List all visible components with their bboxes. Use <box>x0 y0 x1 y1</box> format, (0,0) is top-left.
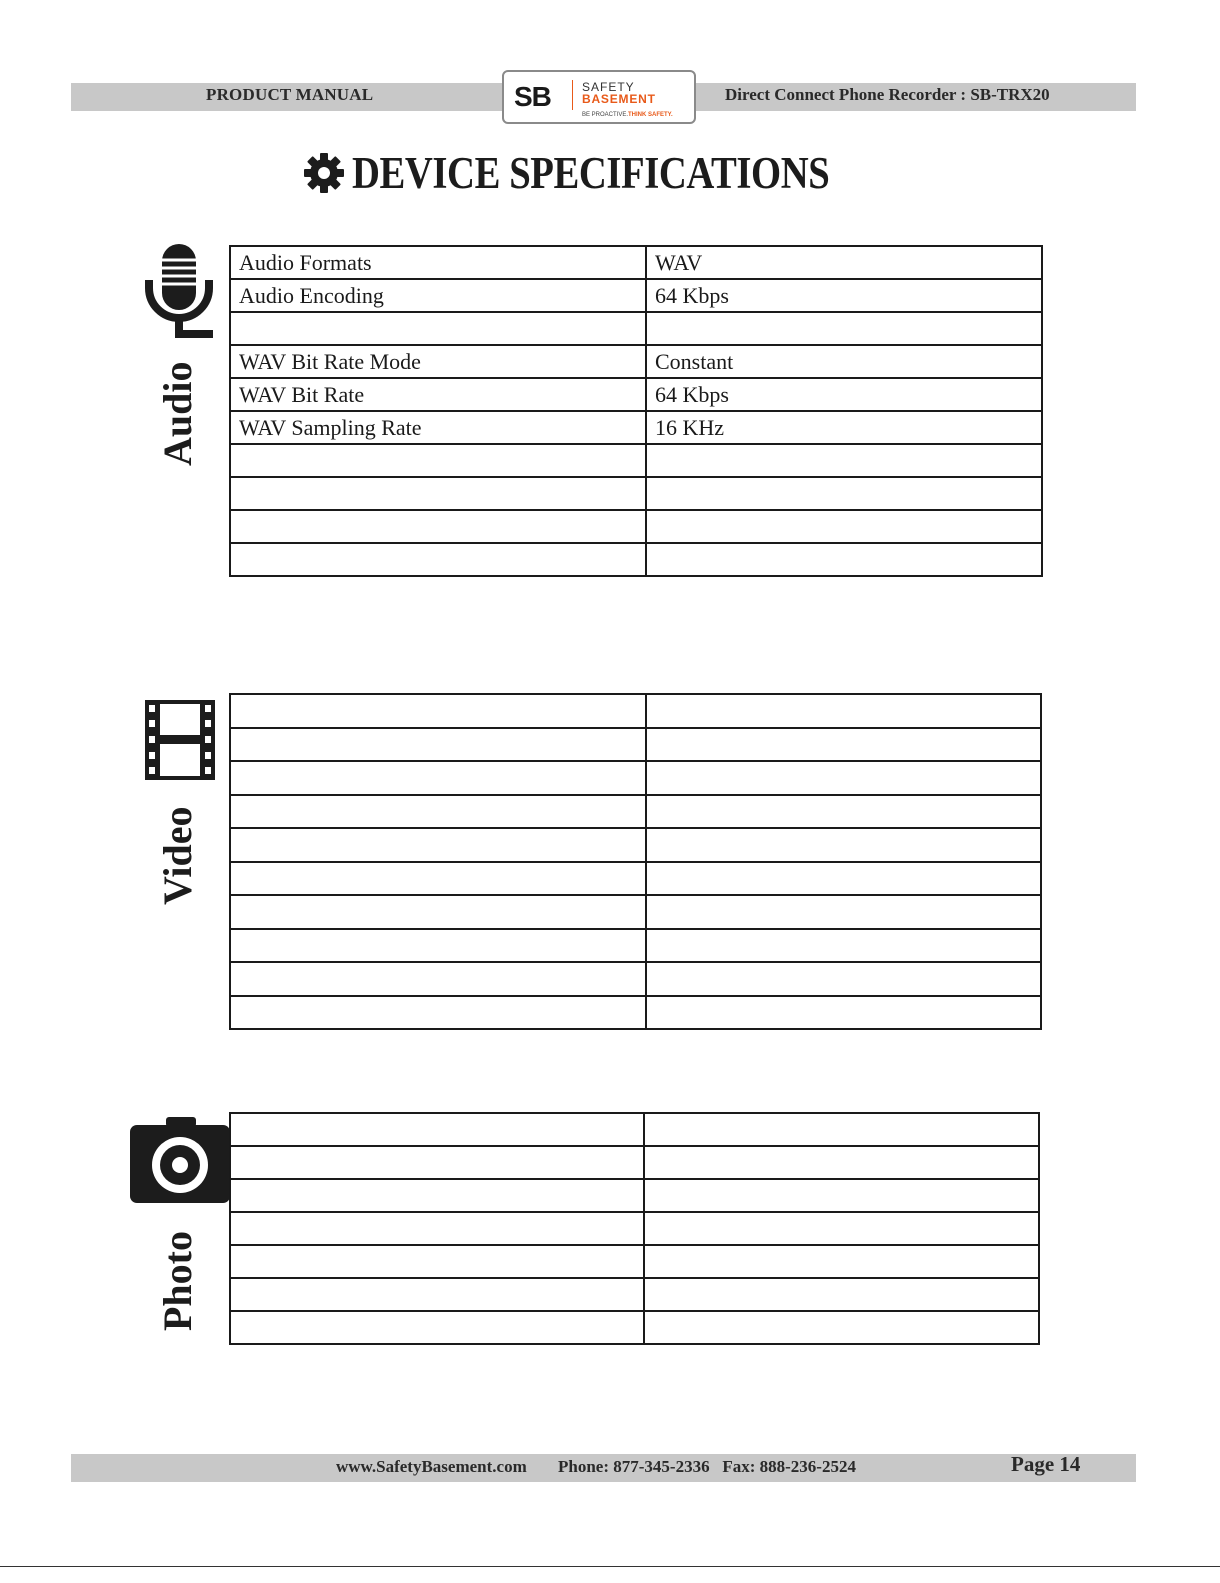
table-row <box>230 1179 1039 1212</box>
table-row <box>230 996 1041 1030</box>
spec-value <box>646 510 1042 543</box>
logo-word-safety: SAFETY <box>582 80 635 94</box>
table-row <box>230 962 1041 996</box>
page-title <box>302 146 907 200</box>
spec-name <box>230 962 646 996</box>
table-row <box>230 543 1042 576</box>
table-row <box>230 862 1041 896</box>
spec-value <box>646 312 1042 345</box>
spec-name: Audio Formats <box>230 246 646 279</box>
section-label-audio: Audio <box>155 361 200 466</box>
spec-value <box>646 996 1041 1030</box>
spec-value: 64 Kbps <box>646 279 1042 312</box>
table-row <box>230 1113 1039 1146</box>
spec-name <box>230 312 646 345</box>
table-row <box>230 477 1042 510</box>
spec-name <box>230 477 646 510</box>
spec-value: 64 Kbps <box>646 378 1042 411</box>
section-label-video: Video <box>155 806 200 905</box>
spec-name <box>230 828 646 862</box>
table-row <box>230 411 1042 444</box>
table-row <box>230 1278 1039 1311</box>
spec-value <box>644 1278 1039 1311</box>
spec-name: WAV Bit Rate <box>230 378 646 411</box>
spec-value <box>644 1212 1039 1245</box>
spec-value <box>646 444 1042 477</box>
spec-value <box>646 761 1041 795</box>
spec-name <box>230 728 646 762</box>
logo-divider <box>572 80 573 110</box>
spec-value: 16 KHz <box>646 411 1042 444</box>
logo-tagline <box>582 111 673 119</box>
table-row <box>230 378 1042 411</box>
logo-word-basement: BASEMENT <box>582 92 656 106</box>
table-row <box>230 1146 1039 1179</box>
table-row <box>230 929 1041 963</box>
table-row <box>230 828 1041 862</box>
spec-value <box>646 477 1042 510</box>
spec-value <box>646 543 1042 576</box>
gear-icon <box>302 151 346 195</box>
company-logo <box>502 70 696 124</box>
spec-name <box>230 929 646 963</box>
table-row <box>230 795 1041 829</box>
footer-contact: Phone: 877-345-2336 Fax: 888-236-2524 <box>558 1457 856 1476</box>
spec-value <box>646 694 1041 728</box>
page-number: Page 14 <box>1011 1452 1081 1476</box>
table-row <box>230 1245 1039 1278</box>
spec-name <box>230 996 646 1030</box>
page-bottom-divider <box>0 1566 1220 1567</box>
spec-value: WAV <box>646 246 1042 279</box>
table-row <box>230 279 1042 312</box>
spec-value <box>646 929 1041 963</box>
spec-value <box>646 895 1041 929</box>
camera-icon <box>130 1117 230 1203</box>
header-right-text: Direct Connect Phone Recorder : SB-TRX20 <box>725 85 1050 104</box>
logo-mark: SB <box>514 81 551 112</box>
spec-name <box>230 761 646 795</box>
spec-name <box>230 1179 644 1212</box>
spec-name <box>230 1278 644 1311</box>
spec-value <box>644 1245 1039 1278</box>
spec-value <box>646 795 1041 829</box>
header-left-text: PRODUCT MANUAL <box>206 85 374 104</box>
audio-spec-table <box>229 245 1043 577</box>
spec-name <box>230 1212 644 1245</box>
table-row <box>230 510 1042 543</box>
table-row <box>230 761 1041 795</box>
spec-value <box>644 1311 1039 1344</box>
section-label-photo: Photo <box>155 1231 200 1331</box>
spec-name: Audio Encoding <box>230 279 646 312</box>
table-row <box>230 345 1042 378</box>
spec-value <box>646 862 1041 896</box>
table-row <box>230 694 1041 728</box>
spec-name <box>230 543 646 576</box>
spec-value: Constant <box>646 345 1042 378</box>
table-row <box>230 1311 1039 1344</box>
page-title-text: DEVICE SPECIFICATIONS <box>352 148 830 198</box>
spec-name <box>230 1113 644 1146</box>
spec-name: WAV Sampling Rate <box>230 411 646 444</box>
spec-name <box>230 862 646 896</box>
table-row <box>230 728 1041 762</box>
footer-website-link[interactable]: www.SafetyBasement.com <box>336 1457 527 1476</box>
logo-tagline-a: BE PROACTIVE. <box>582 112 629 118</box>
photo-spec-table <box>229 1112 1040 1345</box>
spec-name <box>230 510 646 543</box>
table-row <box>230 895 1041 929</box>
spec-name <box>230 1311 644 1344</box>
table-row <box>230 444 1042 477</box>
table-row <box>230 246 1042 279</box>
spec-value <box>644 1146 1039 1179</box>
spec-name <box>230 895 646 929</box>
spec-value <box>646 962 1041 996</box>
spec-value <box>646 828 1041 862</box>
spec-value <box>644 1179 1039 1212</box>
spec-name <box>230 444 646 477</box>
spec-value <box>644 1113 1039 1146</box>
spec-name <box>230 795 646 829</box>
table-row <box>230 312 1042 345</box>
spec-name <box>230 694 646 728</box>
film-strip-icon <box>145 700 215 780</box>
table-row <box>230 1212 1039 1245</box>
spec-name <box>230 1146 644 1179</box>
microphone-icon <box>143 244 215 340</box>
video-spec-table <box>229 693 1042 1030</box>
spec-name <box>230 1245 644 1278</box>
spec-name: WAV Bit Rate Mode <box>230 345 646 378</box>
logo-tagline-b: THINK SAFETY. <box>628 112 673 118</box>
spec-value <box>646 728 1041 762</box>
